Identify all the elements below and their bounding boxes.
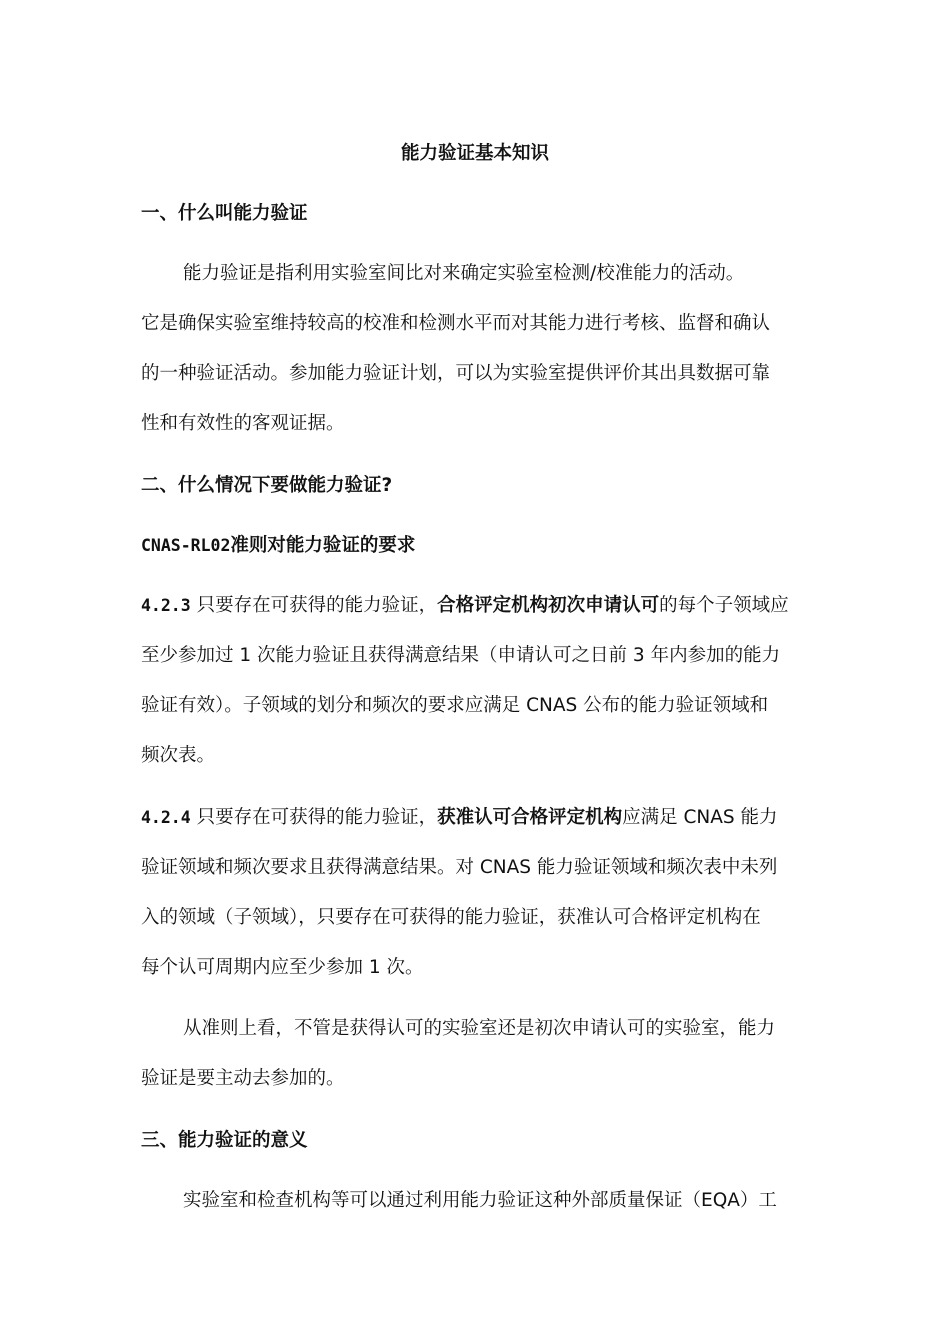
section-2-heading: 二、什么情况下要做能力验证? bbox=[141, 475, 393, 496]
subheading-text: 准则对能力验证的要求 bbox=[230, 535, 416, 556]
section-1-paragraph-line-2: 它是确保实验室维持较高的校准和检测水平而对其能力进行考核、监督和确认 bbox=[141, 313, 771, 334]
clause-423-line-4: 频次表。 bbox=[141, 745, 216, 766]
section-2-paragraph-line-2: 验证是要主动去参加的。 bbox=[141, 1068, 345, 1089]
section-3-heading: 三、能力验证的意义 bbox=[141, 1130, 308, 1151]
section-2-paragraph-line-1: 从准则上看，不管是获得认可的实验室还是初次申请认可的实验室，能力 bbox=[183, 1018, 776, 1039]
clause-423-emphasis: 合格评定机构初次申请认可 bbox=[437, 595, 660, 616]
clause-423-text-a: 只要存在可获得的能力验证， bbox=[196, 595, 438, 616]
section-3-paragraph-line-1: 实验室和检查机构等可以通过利用能力验证这种外部质量保证（EQA）工 bbox=[183, 1190, 777, 1211]
section-1-paragraph-line-3: 的一种验证活动。参加能力验证计划，可以为实验室提供评价其出具数据可靠 bbox=[141, 363, 771, 384]
clause-424-line-1 bbox=[141, 805, 778, 831]
clause-424-line-2: 验证领域和频次要求且获得满意结果。对 CNAS 能力验证领域和频次表中未列 bbox=[141, 857, 778, 878]
clause-423-number: 4.2.3 bbox=[141, 596, 191, 615]
clause-424-number: 4.2.4 bbox=[141, 808, 191, 827]
clause-423-line-3: 验证有效）。子领域的划分和频次的要求应满足 CNAS 公布的能力验证领域和 bbox=[141, 695, 769, 716]
clause-423-line-1 bbox=[141, 593, 789, 619]
section-1-heading: 一、什么叫能力验证 bbox=[141, 203, 308, 224]
clause-423-line-2: 至少参加过 1 次能力验证且获得满意结果（申请认可之日前 3 年内参加的能力 bbox=[141, 645, 781, 666]
standard-code: CNAS-RL02 bbox=[141, 536, 231, 555]
clause-424-text-a: 只要存在可获得的能力验证， bbox=[196, 807, 438, 828]
section-1-paragraph-line-4: 性和有效性的客观证据。 bbox=[141, 413, 345, 434]
clause-424-emphasis: 获准认可合格评定机构 bbox=[437, 807, 623, 828]
clause-424-text-c: 应满足 CNAS 能力 bbox=[622, 807, 778, 828]
clause-424-line-3: 入的领域（子领域），只要存在可获得的能力验证，获准认可合格评定机构在 bbox=[141, 907, 761, 928]
document-title: 能力验证基本知识 bbox=[400, 143, 549, 164]
section-1-paragraph-line-1: 能力验证是指利用实验室间比对来确定实验室检测/校准能力的活动。 bbox=[183, 263, 745, 284]
section-2-subheading bbox=[141, 533, 415, 559]
clause-424-line-4: 每个认可周期内应至少参加 1 次。 bbox=[141, 957, 424, 978]
clause-423-text-c: 的每个子领域应 bbox=[659, 595, 789, 616]
